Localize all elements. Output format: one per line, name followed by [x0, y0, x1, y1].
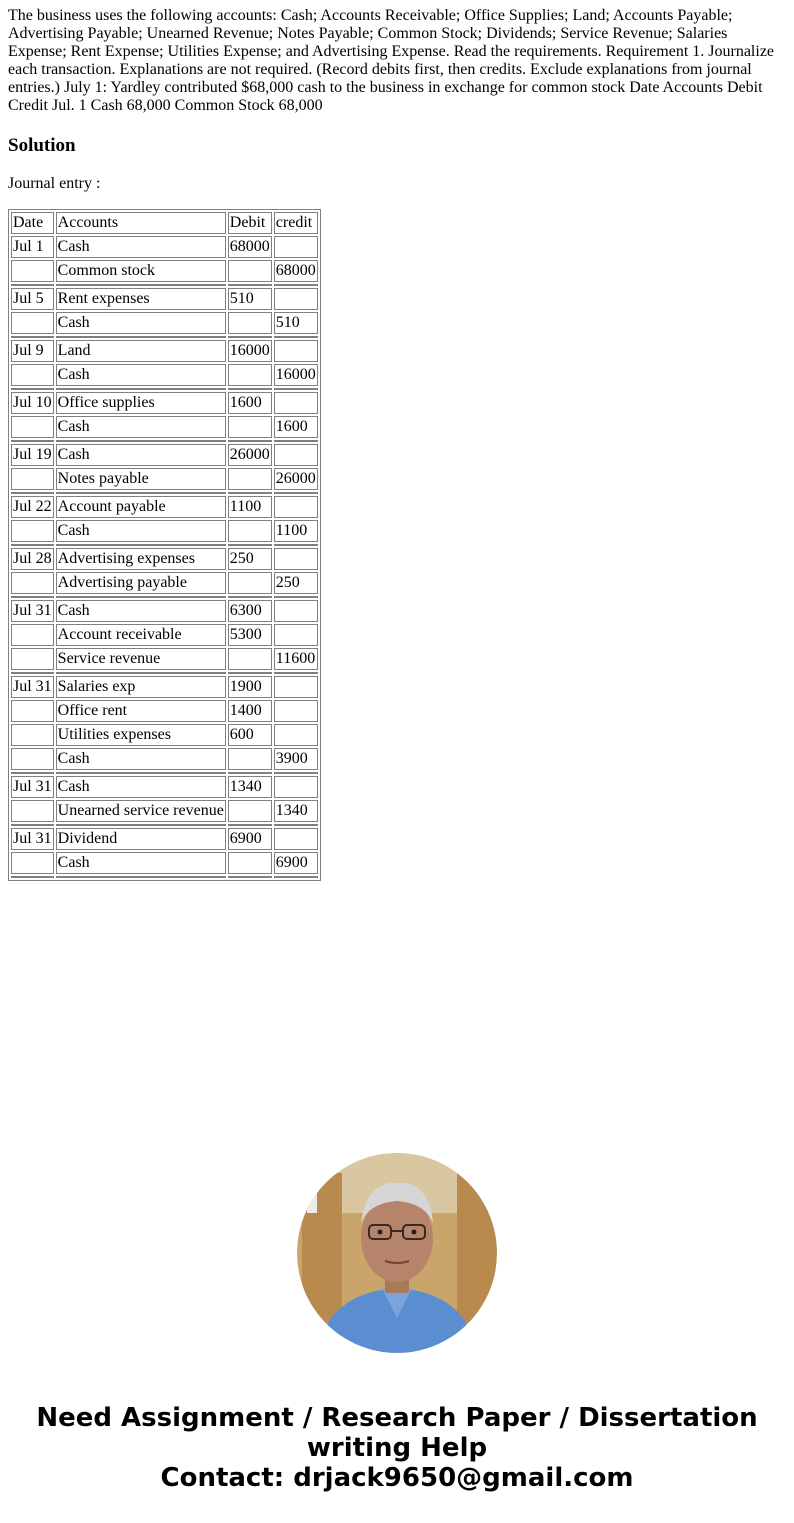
separator-cell: [228, 772, 272, 774]
separator-cell: [11, 388, 54, 390]
separator-cell: [56, 440, 226, 442]
header-date: Date: [11, 212, 54, 234]
solution-heading: Solution: [8, 135, 76, 156]
cell-date: [11, 800, 54, 822]
cell-date: Jul 22: [11, 496, 54, 518]
separator-cell: [11, 336, 54, 338]
author-avatar: [297, 1153, 497, 1353]
cell-date: Jul 31: [11, 676, 54, 698]
cell-debit: [228, 468, 272, 490]
separator-cell: [274, 824, 318, 826]
cell-account: Land: [56, 340, 226, 362]
table-row: [11, 648, 318, 670]
cell-account: Cash: [56, 776, 226, 798]
cell-credit: 26000: [274, 468, 318, 490]
cell-credit: 3900: [274, 748, 318, 770]
cell-date: Jul 5: [11, 288, 54, 310]
cell-credit: [274, 392, 318, 414]
separator-cell: [56, 336, 226, 338]
cell-date: Jul 19: [11, 444, 54, 466]
cell-credit: [274, 444, 318, 466]
separator-cell: [228, 876, 272, 878]
cell-account: Cash: [56, 520, 226, 542]
cell-account: Cash: [56, 364, 226, 386]
separator-cell: [11, 672, 54, 674]
separator-cell: [11, 824, 54, 826]
separator-row: [11, 596, 318, 598]
separator-cell: [274, 492, 318, 494]
table-row: [11, 364, 318, 386]
cell-account: Dividend: [56, 828, 226, 850]
separator-cell: [274, 544, 318, 546]
separator-row: [11, 772, 318, 774]
table-row: [11, 340, 318, 362]
cell-date: Jul 10: [11, 392, 54, 414]
cell-credit: 68000: [274, 260, 318, 282]
separator-cell: [56, 544, 226, 546]
cell-credit: [274, 828, 318, 850]
cell-debit: [228, 260, 272, 282]
table-row: [11, 392, 318, 414]
table-row: [11, 548, 318, 570]
cell-credit: [274, 700, 318, 722]
cell-account: Service revenue: [56, 648, 226, 670]
cell-credit: 16000: [274, 364, 318, 386]
separator-row: [11, 492, 318, 494]
separator-row: [11, 336, 318, 338]
separator-row: [11, 876, 318, 878]
cell-account: Cash: [56, 312, 226, 334]
journal-table: [8, 209, 321, 881]
separator-row: [11, 388, 318, 390]
journal-entry-label: Journal entry :: [8, 175, 101, 192]
cell-account: Notes payable: [56, 468, 226, 490]
separator-cell: [56, 596, 226, 598]
separator-cell: [228, 440, 272, 442]
cell-date: Jul 1: [11, 236, 54, 258]
cell-credit: 6900: [274, 852, 318, 874]
cell-debit: [228, 648, 272, 670]
header-debit: Debit: [228, 212, 272, 234]
cell-credit: 510: [274, 312, 318, 334]
cell-account: Common stock: [56, 260, 226, 282]
table-row: [11, 828, 318, 850]
cell-debit: 1100: [228, 496, 272, 518]
footer-line-1: Need Assignment / Research Paper / Dissertation: [36, 1403, 758, 1433]
cell-debit: 1600: [228, 392, 272, 414]
cell-date: [11, 648, 54, 670]
cell-credit: 11600: [274, 648, 318, 670]
cell-credit: [274, 600, 318, 622]
cell-account: Advertising payable: [56, 572, 226, 594]
cell-credit: 1340: [274, 800, 318, 822]
cell-debit: 1400: [228, 700, 272, 722]
table-row: [11, 496, 318, 518]
footer-contact: [0, 1403, 794, 1493]
table-row: [11, 800, 318, 822]
cell-credit: [274, 548, 318, 570]
cell-date: Jul 31: [11, 600, 54, 622]
table-row: [11, 724, 318, 746]
cell-date: [11, 572, 54, 594]
table-row: [11, 312, 318, 334]
cell-debit: 510: [228, 288, 272, 310]
table-header-row: [11, 212, 318, 234]
separator-row: [11, 440, 318, 442]
cell-date: [11, 700, 54, 722]
cell-debit: 5300: [228, 624, 272, 646]
table-row: [11, 444, 318, 466]
table-row: [11, 468, 318, 490]
table-row: [11, 416, 318, 438]
cell-account: Cash: [56, 236, 226, 258]
separator-row: [11, 824, 318, 826]
cell-date: [11, 624, 54, 646]
cell-debit: 1340: [228, 776, 272, 798]
cell-date: Jul 31: [11, 828, 54, 850]
cell-debit: 6300: [228, 600, 272, 622]
cell-date: [11, 416, 54, 438]
cell-date: [11, 364, 54, 386]
cell-credit: 250: [274, 572, 318, 594]
separator-cell: [228, 492, 272, 494]
table-row: [11, 600, 318, 622]
table-row: [11, 748, 318, 770]
cell-debit: 250: [228, 548, 272, 570]
cell-date: [11, 724, 54, 746]
cell-account: Rent expenses: [56, 288, 226, 310]
cell-account: Office rent: [56, 700, 226, 722]
separator-cell: [274, 596, 318, 598]
cell-debit: 600: [228, 724, 272, 746]
cell-date: [11, 520, 54, 542]
cell-account: Salaries exp: [56, 676, 226, 698]
separator-cell: [11, 492, 54, 494]
cell-debit: 68000: [228, 236, 272, 258]
separator-row: [11, 672, 318, 674]
cell-credit: [274, 676, 318, 698]
cell-account: Cash: [56, 748, 226, 770]
cell-date: Jul 9: [11, 340, 54, 362]
cell-debit: 6900: [228, 828, 272, 850]
table-row: [11, 288, 318, 310]
separator-cell: [56, 824, 226, 826]
separator-cell: [274, 284, 318, 286]
footer-line-2: writing Help: [306, 1433, 488, 1463]
cell-credit: [274, 496, 318, 518]
cell-credit: [274, 288, 318, 310]
cell-account: Cash: [56, 600, 226, 622]
separator-cell: [274, 876, 318, 878]
separator-cell: [228, 284, 272, 286]
table-row: [11, 776, 318, 798]
separator-cell: [11, 596, 54, 598]
table-row: [11, 260, 318, 282]
cell-debit: [228, 852, 272, 874]
cell-credit: [274, 340, 318, 362]
separator-cell: [228, 544, 272, 546]
cell-credit: [274, 624, 318, 646]
separator-cell: [274, 672, 318, 674]
cell-date: [11, 312, 54, 334]
separator-cell: [274, 336, 318, 338]
cell-debit: [228, 312, 272, 334]
cell-account: Office supplies: [56, 392, 226, 414]
cell-account: Cash: [56, 444, 226, 466]
separator-cell: [11, 440, 54, 442]
cell-account: Advertising expenses: [56, 548, 226, 570]
cell-account: Unearned service revenue: [56, 800, 226, 822]
separator-cell: [228, 596, 272, 598]
cell-credit: [274, 236, 318, 258]
table-row: [11, 624, 318, 646]
separator-cell: [56, 492, 226, 494]
cell-debit: [228, 364, 272, 386]
question-text: The business uses the following accounts: Cash; Accounts Receivable; Office Supplies; Land; Accounts Payable; Advertising Payable; Unearned Revenue; Notes Payable; Common Stock; Dividends; Service Revenue; Salaries Expense; Rent Expense; Utilities Expense; and Advertising Expense. Read the requirements. Requirement 1. Journalize each transaction. Explanations are not required. (Record debits first, then credits. Exclude explanations from journal entries.) July 1: Yardley contributed $68,000 cash to the business in exchange for common stock Date Accounts Debit Credit Jul. 1 Cash 68,000 Common Stock 68,000: [8, 7, 775, 114]
footer-line-3: Contact: drjack9650@gmail.com: [160, 1463, 634, 1493]
cell-debit: [228, 748, 272, 770]
table-row: [11, 572, 318, 594]
cell-debit: 16000: [228, 340, 272, 362]
cell-account: Utilities expenses: [56, 724, 226, 746]
separator-cell: [56, 284, 226, 286]
separator-row: [11, 544, 318, 546]
table-row: [11, 676, 318, 698]
table-row: [11, 520, 318, 542]
separator-cell: [274, 440, 318, 442]
cell-date: Jul 28: [11, 548, 54, 570]
separator-cell: [11, 284, 54, 286]
author-photo-icon: [297, 1153, 497, 1353]
table-row: [11, 236, 318, 258]
separator-cell: [56, 772, 226, 774]
cell-date: [11, 468, 54, 490]
separator-cell: [228, 672, 272, 674]
table-row: [11, 700, 318, 722]
separator-cell: [56, 876, 226, 878]
cell-debit: [228, 520, 272, 542]
separator-cell: [228, 824, 272, 826]
cell-date: [11, 260, 54, 282]
cell-date: [11, 852, 54, 874]
cell-debit: 1900: [228, 676, 272, 698]
separator-cell: [228, 388, 272, 390]
header-credit: credit: [274, 212, 318, 234]
cell-date: [11, 748, 54, 770]
separator-cell: [274, 772, 318, 774]
separator-cell: [274, 388, 318, 390]
cell-account: Cash: [56, 852, 226, 874]
cell-credit: [274, 776, 318, 798]
cell-debit: [228, 800, 272, 822]
cell-debit: [228, 416, 272, 438]
separator-cell: [11, 772, 54, 774]
cell-debit: [228, 572, 272, 594]
cell-account: Account payable: [56, 496, 226, 518]
header-accounts: Accounts: [56, 212, 226, 234]
cell-credit: 1600: [274, 416, 318, 438]
cell-credit: 1100: [274, 520, 318, 542]
cell-debit: 26000: [228, 444, 272, 466]
cell-date: Jul 31: [11, 776, 54, 798]
separator-cell: [56, 672, 226, 674]
table-row: [11, 852, 318, 874]
separator-cell: [56, 388, 226, 390]
separator-cell: [228, 336, 272, 338]
separator-cell: [11, 876, 54, 878]
separator-cell: [11, 544, 54, 546]
cell-account: Cash: [56, 416, 226, 438]
cell-credit: [274, 724, 318, 746]
cell-account: Account receivable: [56, 624, 226, 646]
separator-row: [11, 284, 318, 286]
